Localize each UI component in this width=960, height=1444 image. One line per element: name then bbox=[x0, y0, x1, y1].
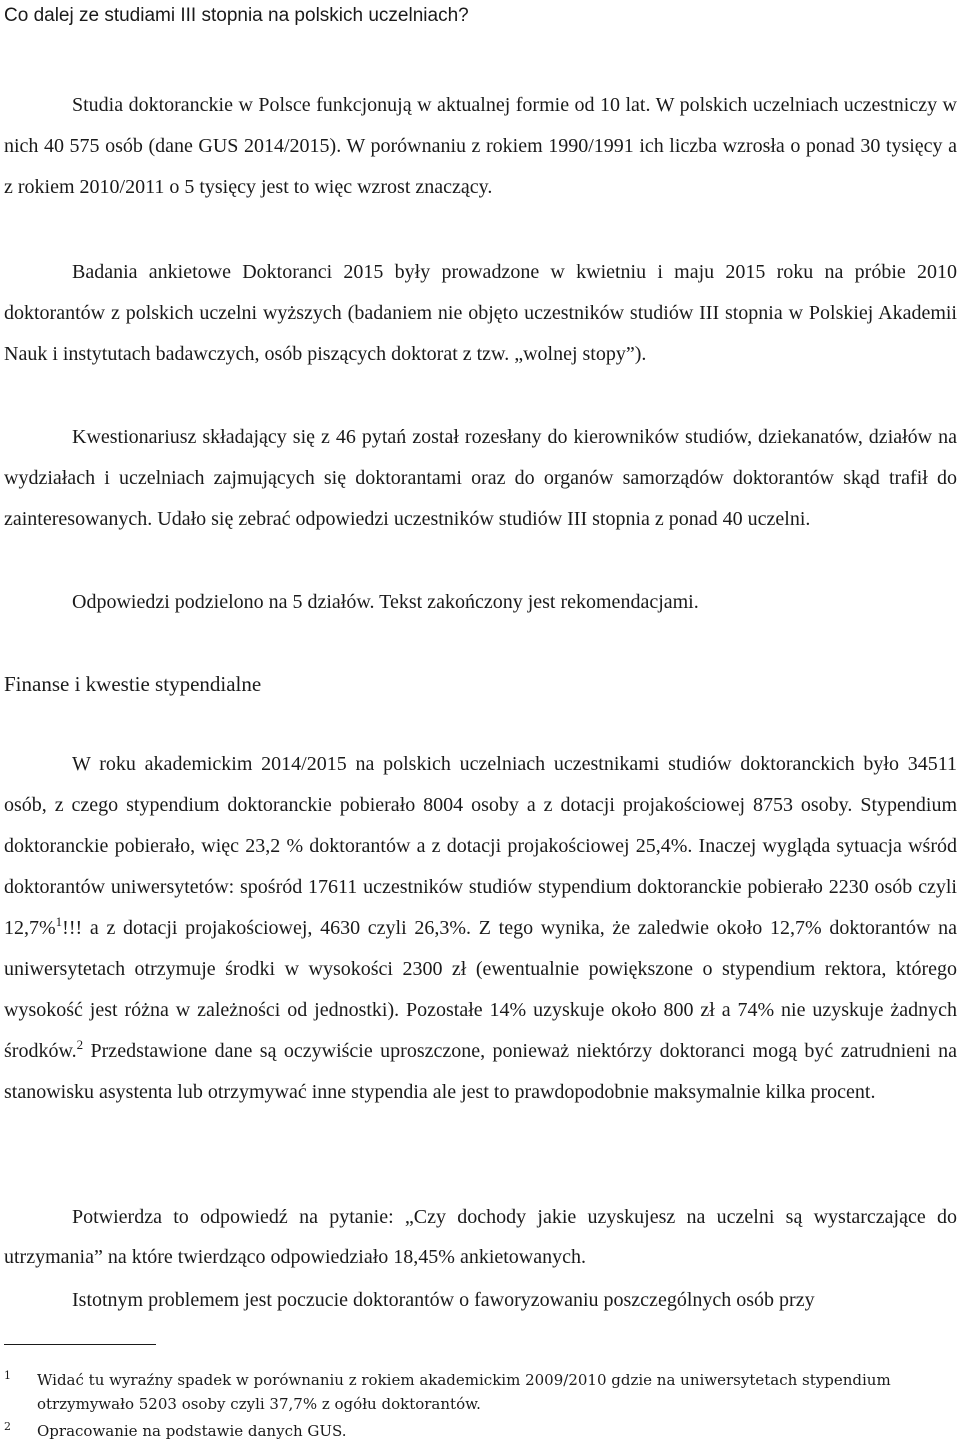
answers-line: Odpowiedzi podzielono na 5 działów. Tekst zakończony jest rekomendacjami. bbox=[72, 591, 699, 613]
footnote-1 bbox=[4, 1368, 957, 1416]
section-title: Finanse i kwestie stypendialne bbox=[4, 672, 262, 696]
finance-text-part-1: W roku akademickim 2014/2015 na polskich uczelniach uczestnikami studiów doktoranckich było 34511 osób, z czego stypendium doktoranckie pobierało 8004 osoby a z dotacji projakościowej 8753 osoby. Stypendium doktoranckie pobierało, więc 23,2 % doktorantów a z dotacji projakościowej 25,4%. Inaczej wygląda sytuacja wśród doktorantów uniwersytetów: spośród 17611 uczestników studiów stypendium doktoranckie pobierało 2230 osób czyli 12,7% bbox=[4, 753, 957, 939]
finance-text-part-3: Przedstawione dane są oczywiście uproszczone, ponieważ niektórzy doktoranci mogą być zatrudnieni na stanowisku asystenta lub otrzymywać inne stypendia ale jest to prawdopodobnie maksymalnie kilka procent. bbox=[4, 1040, 957, 1103]
footnote-2-text: Opracowanie na podstawie danych GUS. bbox=[37, 1422, 347, 1440]
finance-paragraph bbox=[4, 744, 957, 1113]
footnote-1-mark: 1 bbox=[4, 1369, 11, 1382]
confirm-paragraph: Potwierdza to odpowiedź na pytanie: „Czy dochody jakie uzyskujesz na uczelni są wystarczające do utrzymania” na które twierdząco odpowiedziało 18,45% ankietowanych. bbox=[4, 1206, 957, 1268]
questionnaire-paragraph: Kwestionariusz składający się z 46 pytań został rozesłany do kierowników studiów, dziekanatów, działów na wydziałach i uczelniach zajmujących się doktorantami oraz do organów samorządów doktorantów skąd trafił do zainteresowanych. Udało się zebrać odpowiedzi uczestników studiów III stopnia z ponad 40 uczelni. bbox=[4, 426, 957, 530]
footnote-separator bbox=[4, 1344, 156, 1345]
footnote-ref-2: 2 bbox=[76, 1037, 84, 1052]
footnote-2 bbox=[4, 1419, 957, 1443]
footnote-ref-1: 1 bbox=[55, 914, 63, 929]
footnote-2-mark: 2 bbox=[4, 1420, 11, 1433]
finance-text-part-2: !!! a z dotacji projakościowej, 4630 czyli 26,3%. Z tego wynika, że zaledwie około 12,7% doktorantów na uniwersytetach otrzymuje środki w wysokości 2300 zł (ewentualnie powiększone o stypendium rektora, którego wysokość jest różna w zależności od jednostki). Pozostałe 14% uzyskuje około 800 zł a 74% nie uzyskuje żadnych środków. bbox=[4, 917, 957, 1062]
intro-paragraph: Studia doktoranckie w Polsce funkcjonują w aktualnej formie od 10 lat. W polskich uczelniach uczestniczy w nich 40 575 osób (dane GUS 2014/2015). W porównaniu z rokiem 1990/1991 ich liczba wzrosła o ponad 30 tysięcy a z rokiem 2010/2011 o 5 tysięcy jest to więc wzrost znaczący. bbox=[4, 94, 957, 198]
document-title: Co dalej ze studiami III stopnia na polskich uczelniach? bbox=[4, 5, 469, 26]
survey-paragraph: Badania ankietowe Doktoranci 2015 były prowadzone w kwietniu i maju 2015 roku na próbie 2010 doktorantów z polskich uczelni wyższych (badaniem nie objęto uczestników studiów III stopnia w Polskiej Akademii Nauk i instytutach badawczych, osób piszących doktorat z tzw. „wolnej stopy”). bbox=[4, 261, 957, 365]
last-line: Istotnym problemem jest poczucie doktorantów o faworyzowaniu poszczególnych osób przy bbox=[72, 1289, 815, 1311]
footnote-1-text: Widać tu wyraźny spadek w porównaniu z rokiem akademickim 2009/2010 gdzie na uniwersytetach stypendium otrzymywało 5203 osoby czyli 37,7% z ogółu doktorantów. bbox=[37, 1371, 891, 1413]
